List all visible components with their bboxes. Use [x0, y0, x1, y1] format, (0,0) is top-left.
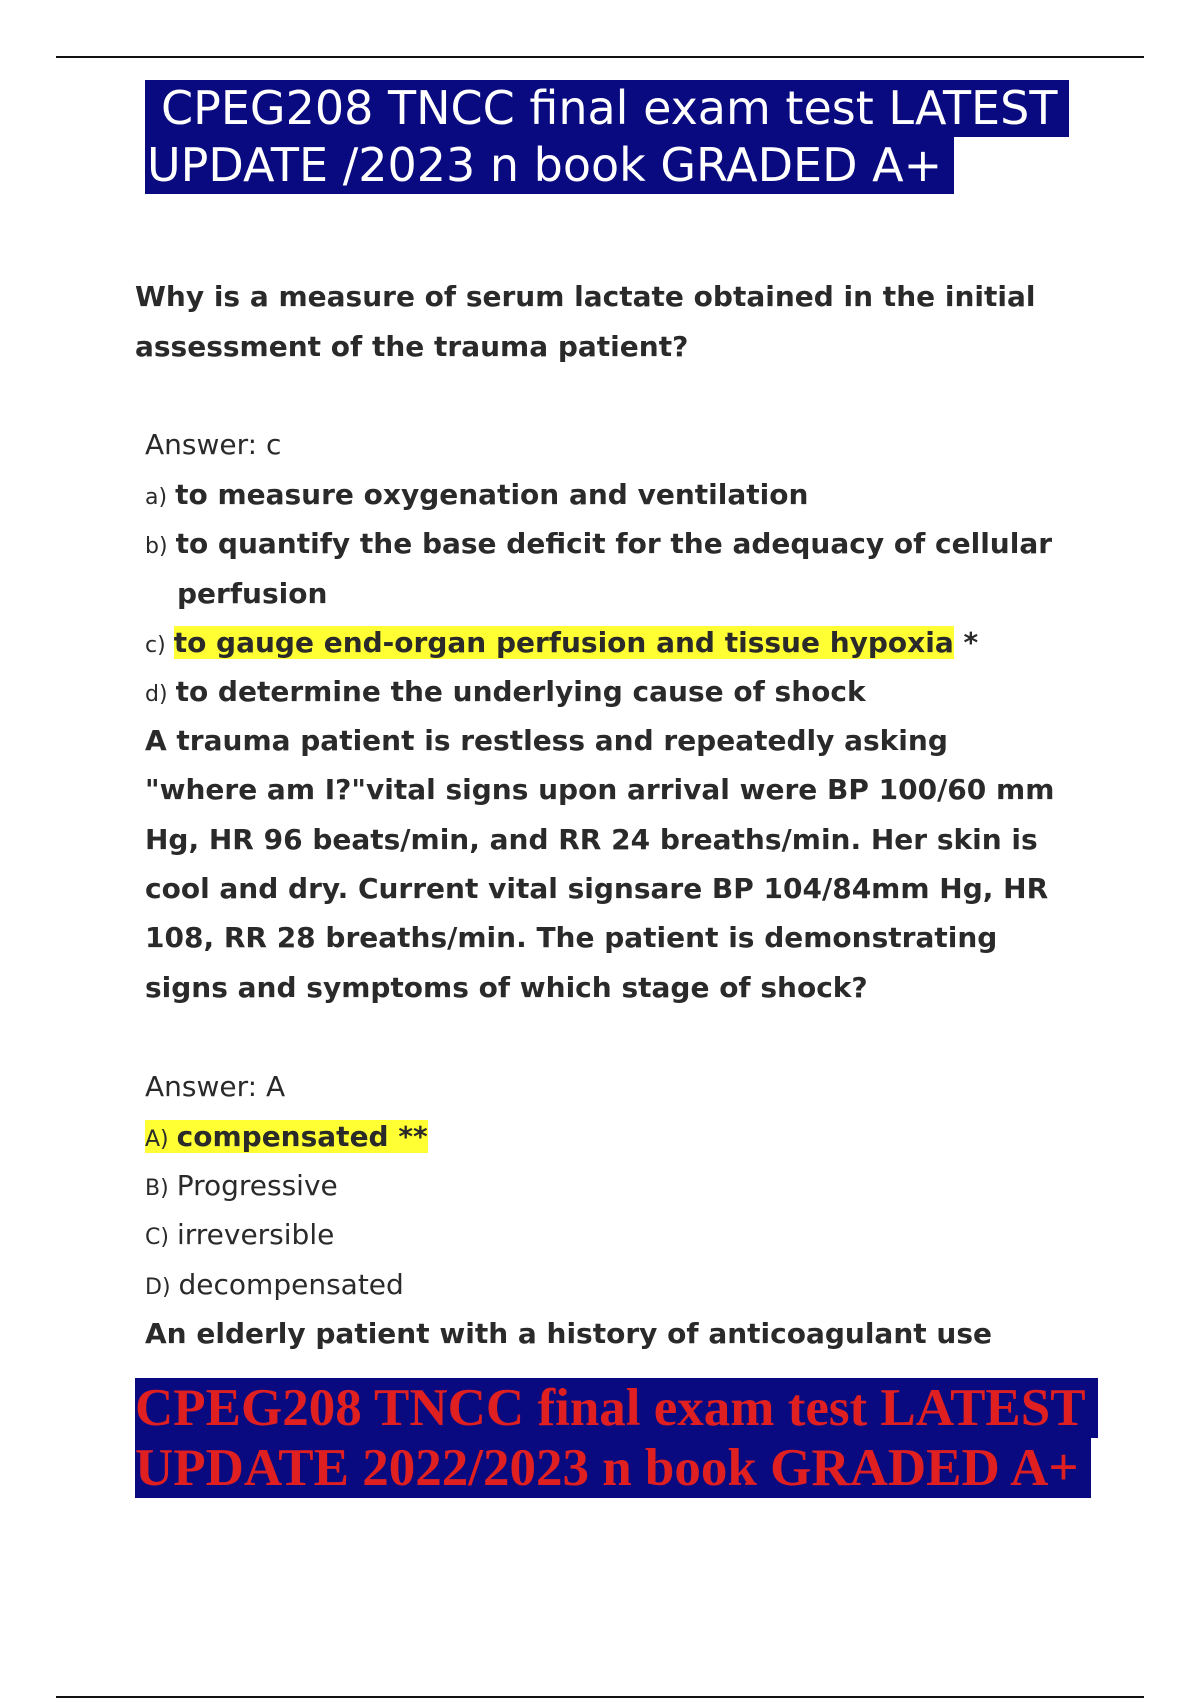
question-1-option-c: [145, 618, 978, 671]
option-text: decompensated: [178, 1268, 404, 1301]
trailing-question-text: An elderly patient with a history of anticoagulant use: [145, 1317, 992, 1350]
question-2-answer: Answer: A: [145, 1070, 286, 1103]
question-2-option-a: [145, 1112, 428, 1165]
title-line-2: UPDATE /2023 n book GRADED A+: [145, 137, 954, 194]
option-letter: D): [145, 1275, 171, 1300]
footer-line-2: UPDATE 2022/2023 n book GRADED A+: [135, 1438, 1091, 1498]
question-2-line-6: signs and symptoms of which stage of shock?: [145, 971, 868, 1004]
option-letter: C): [145, 1225, 169, 1250]
question-1-answer: Answer: c: [145, 428, 282, 461]
question-2-option-c: [145, 1210, 334, 1263]
option-letter: A): [145, 1127, 169, 1152]
highlighted-answer: [145, 1120, 428, 1153]
question-1-option-d: [145, 667, 866, 720]
question-2-option-d: [145, 1260, 404, 1313]
option-text: to determine the underlying cause of shock: [175, 675, 866, 708]
question-2-line-3: Hg, HR 96 beats/min, and RR 24 breaths/min. Her skin is: [145, 823, 1038, 856]
option-letter: B): [145, 1176, 169, 1201]
document-title: [145, 80, 1065, 194]
question-1-line-1: Why is a measure of serum lactate obtained in the initial: [135, 280, 1036, 313]
question-1-option-b: [145, 519, 1052, 572]
bottom-rule: [56, 1696, 1144, 1698]
question-1-option-a: [145, 470, 808, 523]
question-2-line-2: "where am I?"vital signs upon arrival were BP 100/60 mm: [145, 773, 1055, 806]
footer-banner: [135, 1378, 1095, 1498]
option-text: to measure oxygenation and ventilation: [175, 478, 809, 511]
option-text: irreversible: [176, 1218, 335, 1251]
title-line-1: CPEG208 TNCC final exam test LATEST: [145, 80, 1069, 137]
highlighted-answer: to gauge end-organ perfusion and tissue hypoxia: [173, 626, 954, 659]
question-2-line-4: cool and dry. Current vital signsare BP 104/84mm Hg, HR: [145, 872, 1049, 905]
question-1-option-b-continued: [177, 569, 327, 619]
top-rule: [56, 56, 1144, 58]
question-2-line-1: A trauma patient is restless and repeatedly asking: [145, 724, 948, 757]
question-2-line-5: 108, RR 28 breaths/min. The patient is demonstrating: [145, 921, 998, 954]
option-letter: b): [145, 534, 168, 559]
question-2-option-b: [145, 1161, 338, 1214]
option-text-continued: perfusion: [177, 577, 328, 610]
footer-line-1: CPEG208 TNCC final exam test LATEST: [135, 1378, 1098, 1438]
question-1-line-2: assessment of the trauma patient?: [135, 330, 689, 363]
option-letter: d): [145, 682, 168, 707]
option-letter: c): [145, 633, 166, 658]
option-text: Progressive: [176, 1169, 338, 1202]
correct-marker: *: [953, 626, 979, 659]
option-text: compensated **: [176, 1120, 428, 1153]
option-letter: a): [145, 485, 168, 510]
option-text: to quantify the base deficit for the adequacy of cellular: [175, 527, 1053, 560]
